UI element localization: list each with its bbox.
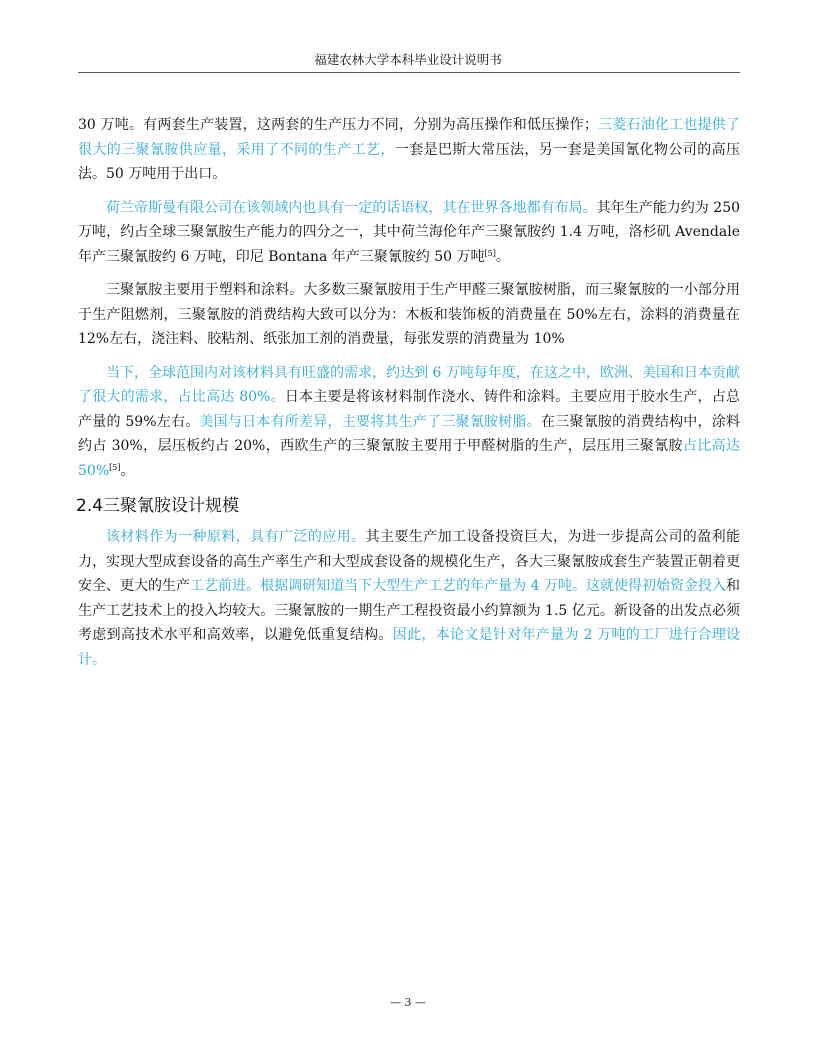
page-header: 福建农林大学本科毕业设计说明书 bbox=[314, 52, 502, 67]
p1-text-2: 一套是巴斯大常压法，另一套是美国氰化物公司的高压法。50 万吨用于出口。 bbox=[78, 141, 741, 182]
p1-text-1: 30 万吨。有两套生产装置，这两套的生产压力不同，分别为高压操作和低压操作； bbox=[78, 117, 598, 133]
paragraph-3 bbox=[78, 278, 740, 352]
p4-text-1: 日本主要是将该材料制作浇水、铸件和涂料。主要应用于胶水生产，占总产量的 59%左右。 bbox=[78, 389, 740, 430]
p5-text-1: 其主要生产加工设备投资巨大，为进一步提高公司的盈利能力，实现大型成套设备的高生产率生产和大型成套设备的规模化生产，各大三聚氰胺成套生产装置正朝着更安全、更大的生产 bbox=[78, 529, 741, 594]
p2-text-1: 其年生产能力约为 250 万吨，约占全球三聚氰胺生产能力的四分之一，其中荷兰海伦年产三聚氰胺约 1.4 万吨，洛杉矶 Avendale 年产三聚氰胺约 6 万吨，印尼 Bontana 年产三聚氰胺约 50 万吨 bbox=[78, 199, 741, 265]
paragraph-2 bbox=[78, 196, 740, 270]
p4-text-2: 在三聚氰胺的消费结构中，涂料约占 30%，层压板约占 20%，西欧生产的三聚氰胺主要用于甲醛树脂的生产，层压用三聚氰胺 bbox=[78, 413, 740, 454]
p5-text-2: 和生产工艺技术上的投入均较大。三聚氰胺的一期生产工程投资最小约算额为 1.5 亿元。新设备的出发点必须考虑到高技术水平和高效率，以避免低重复结构。 bbox=[78, 578, 741, 643]
paragraph-4 bbox=[78, 361, 740, 484]
p5-highlight-3: 因此，本论文是针对年产量为 2 万吨的工厂进行合理设计。 bbox=[78, 627, 741, 668]
p5-highlight-1: 该材料作为一种原料，具有广泛的应用。 bbox=[106, 529, 366, 545]
p3-text-1: 三聚氰胺主要用于塑料和涂料。大多数三聚氰胺用于生产甲醛三聚氰胺树脂，而三聚氰胺的一小部分用于生产阻燃剂，三聚氰胺的消费结构大致可以分为：木板和装饰板的消费量在 50%左右，涂料的消费量在 12%左右，浇注料、胶粘剂、纸张加工剂的消费量，每张发票的消费量为 10% bbox=[78, 282, 740, 347]
p4-highlight-3: 占比高达 50% bbox=[78, 438, 740, 479]
citation-ref: [5] bbox=[109, 462, 121, 472]
p1-highlight-1: 三菱石油化工也提供了很大的三聚氰胺供应量，采用了不同的生产工艺， bbox=[78, 117, 741, 158]
p5-highlight-2: 工艺前进。根据调研知道当下大型生产工艺的年产量为 4 万吨。这就使得初始资金投入 bbox=[190, 578, 727, 594]
p4-text-3: 。 bbox=[120, 462, 135, 479]
p4-highlight-2: 美国与日本有所差异，主要将其生产了三聚氰胺树脂。 bbox=[199, 413, 541, 430]
header-rule bbox=[78, 72, 740, 73]
citation-ref: [5] bbox=[484, 248, 496, 258]
p2-text-2: 。 bbox=[495, 248, 510, 265]
paragraph-5 bbox=[78, 525, 740, 672]
p2-highlight-1: 荷兰帝斯曼有限公司在该领域内也具有一定的话语权，其在世界各地都有布局。 bbox=[106, 199, 597, 216]
p4-highlight-1: 当下，全球范围内对该材料具有旺盛的需求，约达到 6 万吨每年度，在这之中，欧洲、美国和日本贡献了很大的需求，占比高达 80%。 bbox=[78, 364, 740, 405]
section-heading: 2.4三聚氰胺设计规模 bbox=[76, 496, 240, 516]
page-number: — 3 — bbox=[390, 996, 426, 1009]
paragraph-1 bbox=[78, 113, 740, 187]
document-body bbox=[78, 113, 740, 681]
